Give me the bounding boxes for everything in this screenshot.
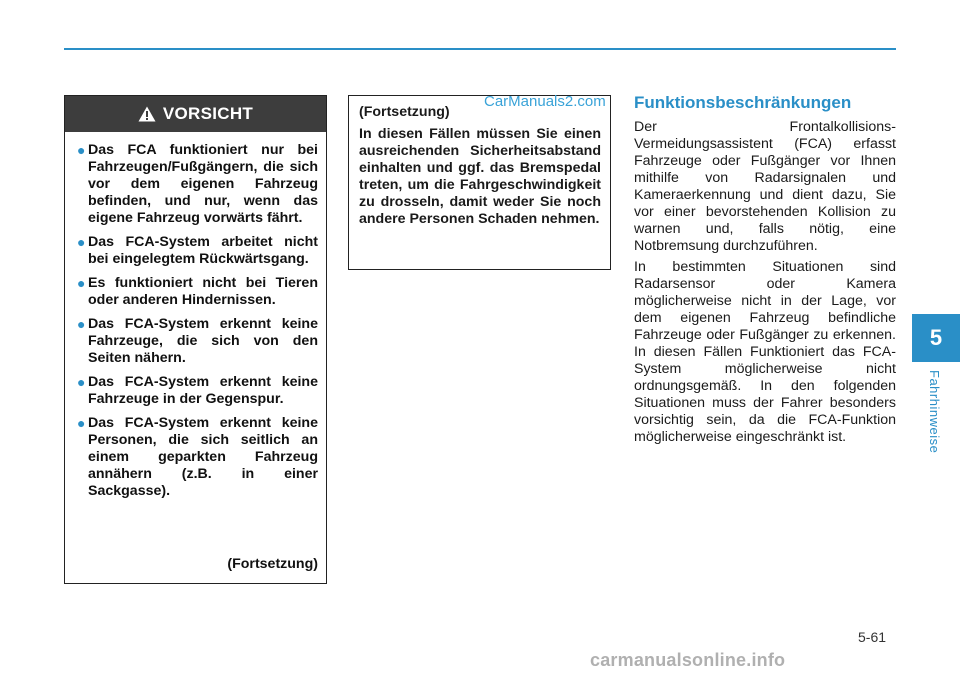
continuation-text: In diesen Fällen müssen Sie einen ausreichenden Sicherheitsabstand einhalten und ggf. das Bremspedal treten, um die Fahrgeschwindigkeit zu drosseln, damit weder Sie noch andere Personen Schaden nehmen.: [359, 126, 601, 227]
bullet-icon: ●: [77, 374, 86, 390]
caution-item-text: Das FCA-System erkennt keine Fahrzeuge in der Gegenspur.: [88, 374, 318, 407]
bullet-icon: ●: [77, 415, 86, 431]
caution-item-text: Das FCA-System arbeitet nicht bei eingelegtem Rückwärtsgang.: [88, 234, 318, 267]
caution-item: [77, 374, 318, 408]
caution-item: [77, 415, 318, 500]
bullet-icon: ●: [77, 142, 86, 158]
chapter-number-tab: 5: [912, 314, 960, 362]
caution-item: [77, 234, 318, 268]
watermark-bottom[interactable]: carmanualsonline.info: [590, 650, 786, 670]
caution-item: [77, 316, 318, 367]
chapter-label: Fahrhinweise: [927, 370, 942, 454]
warning-triangle-icon: [138, 106, 156, 122]
caution-box: [64, 95, 327, 584]
body-paragraph: Der Frontalkollisions-Vermeidungsassistent (FCA) erfasst Fahrzeuge oder Fußgänger vor Ihnen mithilfe von Radarsignalen und Kameraerkennung und dient dazu, Sie vor einer bevorstehenden Kollision zu warnen und, falls nötig, eine Notbremsung durchzuführen.: [634, 119, 896, 254]
bullet-icon: ●: [77, 316, 86, 332]
continuation-box: [348, 95, 611, 270]
caution-item-text: Es funktioniert nicht bei Tieren oder anderen Hindernissen.: [88, 275, 318, 308]
bullet-icon: ●: [77, 275, 86, 291]
continued-label: (Fortsetzung): [227, 556, 318, 572]
caution-item-text: Das FCA-System erkennt keine Fahrzeuge, die sich von den Seiten nähern.: [88, 316, 318, 366]
caution-item-text: Das FCA funktioniert nur bei Fahrzeugen/Fußgängern, die sich vor dem eigenen Fahrzeug befinden, und nur, wenn das eigene Fahrzeug vorwärts fährt.: [88, 142, 318, 226]
page-number: 5-61: [858, 629, 887, 645]
caution-item-text: Das FCA-System erkennt keine Personen, die sich seitlich an einem geparkten Fahrzeug annähern (z.B. in einer Sackgasse).: [88, 415, 318, 499]
section-title: Funktionsbeschränkungen: [634, 93, 852, 112]
caution-item: [77, 142, 318, 227]
watermark-top[interactable]: CarManuals2.com: [484, 93, 606, 110]
body-paragraph: In bestimmten Situationen sind Radarsensor oder Kamera möglicherweise nicht in der Lage, vor dem eigenen Fahrzeug befindliche Fahrzeuge oder Fußgänger zu erkennen. In diesen Fällen Funktioniert das FCA-System möglicherweise nicht ordnungsgemäß. In den folgenden Situationen muss der Fahrer besonders vorsichtig sein, da die FCA-Funktion möglicherweise eingeschränkt ist.: [634, 259, 896, 445]
caution-header: [65, 96, 326, 132]
continuation-title: (Fortsetzung): [359, 104, 450, 120]
caution-list: [65, 132, 326, 500]
caution-item: [77, 275, 318, 309]
top-rule: [64, 48, 896, 50]
caution-title: VORSICHT: [162, 104, 254, 123]
bullet-icon: ●: [77, 234, 86, 250]
